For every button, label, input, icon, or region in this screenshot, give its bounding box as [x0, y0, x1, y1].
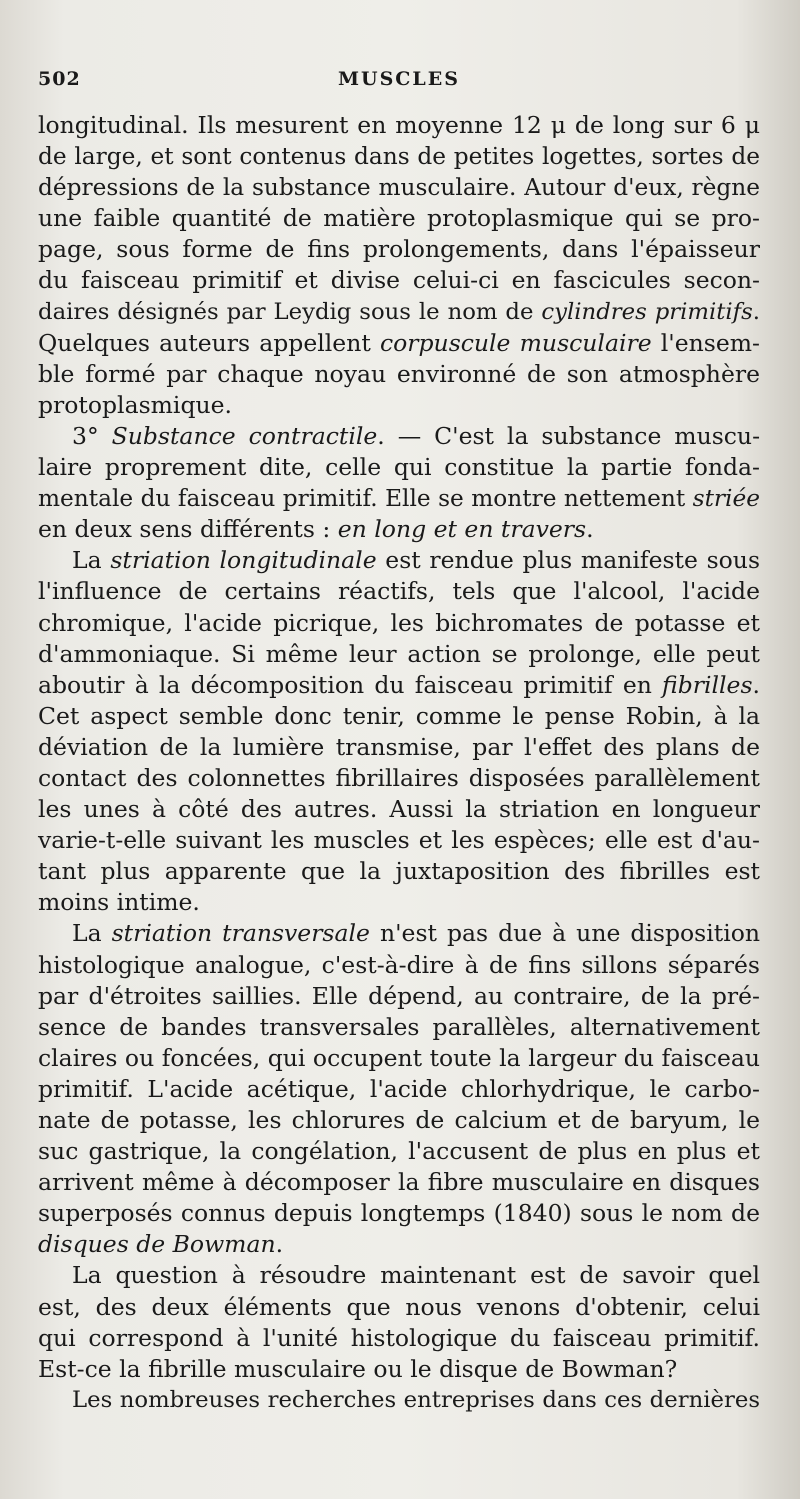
italic-text: disques de Bowman: [38, 1230, 276, 1259]
text-line: primitif. L'acide acétique, l'acide chlorhydrique, le carbo-: [38, 1074, 760, 1103]
text-segment: Quelques auteurs appellent: [38, 328, 380, 357]
text-segment: mentale du faisceau primitif. Elle se montre nettement: [38, 485, 693, 513]
text-segment: daires désignés par Leydig sous le nom de: [38, 298, 542, 325]
text-segment: .: [752, 298, 761, 325]
page-number: 502: [38, 68, 81, 90]
text-segment: 3°: [72, 421, 112, 450]
text-line: contact des colonnettes fibrillaires disposées parallèlement: [38, 763, 760, 792]
text-segment: en deux sens différents :: [38, 515, 338, 544]
text-line: page, sous forme de fins prolongements, dans l'épaisseur: [38, 235, 760, 264]
text-segment: .: [752, 670, 760, 699]
text-line: [38, 483, 760, 514]
text-segment: . — C'est la substance muscu-: [377, 421, 761, 450]
text-line: [38, 670, 760, 701]
italic-text: Substance contractile: [111, 421, 378, 450]
text-line: est, des deux éléments que nous venons d'obtenir, celui: [38, 1292, 760, 1321]
text-line: une faible quantité de matière protoplasmique qui se pro-: [38, 204, 760, 233]
text-line: laire proprement dite, celle qui constitue la partie fonda-: [38, 453, 760, 482]
text-line: par d'étroites saillies. Elle dépend, au contraire, de la pré-: [38, 981, 760, 1010]
italic-text: fibrilles: [662, 670, 753, 699]
text-line: tant plus apparente que la juxtaposition des fibrilles est: [38, 857, 760, 886]
body-text: [38, 110, 760, 1416]
text-line: chromique, l'acide picrique, les bichromates de potasse et: [38, 608, 760, 637]
text-line: nate de potasse, les chlorures de calcium et de baryum, le: [38, 1106, 760, 1134]
text-line: histologique analogue, c'est-à-dire à de fins sillons séparés: [38, 950, 760, 979]
text-line: ble formé par chaque noyau environné de son atmosphère: [38, 359, 760, 388]
text-segment: est rendue plus manifeste sous: [376, 546, 760, 575]
text-line: [38, 918, 760, 949]
text-segment: .: [275, 1230, 284, 1259]
text-segment: La: [72, 919, 112, 948]
text-line: Les nombreuses recherches entreprises dans ces dernières: [72, 1386, 760, 1413]
text-line: Est-ce la fibrille musculaire ou le disque de Bowman?: [38, 1354, 678, 1383]
running-head: MUSCLES: [337, 68, 460, 90]
page-header: [38, 68, 760, 98]
text-segment: .: [586, 515, 594, 544]
italic-text: cylindres primitifs: [541, 298, 753, 325]
text-line: de large, et sont contenus dans de petites logettes, sortes de: [38, 143, 760, 171]
text-line: varie-t-elle suivant les muscles et les espèces; elle est d'au-: [38, 826, 760, 855]
text-segment: n'est pas due à une disposition: [369, 919, 760, 948]
text-line: [38, 421, 760, 452]
text-line: du faisceau primitif et divise celui-ci en fascicules secon-: [38, 266, 760, 295]
text-segment: aboutir à la décomposition du faisceau primitif en: [38, 670, 663, 699]
italic-text: en long et en travers: [337, 515, 587, 544]
text-line: [38, 545, 760, 576]
text-line: sence de bandes transversales parallèles, alternativement: [38, 1012, 760, 1041]
italic-text: corpuscule musculaire: [379, 328, 652, 357]
text-segment: La: [72, 546, 111, 575]
text-line: [38, 514, 760, 545]
text-line: arrivent même à décomposer la fibre musculaire en disques: [38, 1168, 760, 1197]
italic-text: striée: [692, 485, 760, 513]
italic-text: striation longitudinale: [110, 546, 377, 575]
text-line: déviation de la lumière transmise, par l'effet des plans de: [38, 732, 760, 761]
text-line: superposés connus depuis longtemps (1840) sous le nom de: [38, 1199, 760, 1228]
text-line: l'influence de certains réactifs, tels que l'alcool, l'acide: [38, 577, 760, 606]
text-line: moins intime.: [38, 888, 200, 917]
text-line: longitudinal. Ils mesurent en moyenne 12 μ de long sur 6 μ: [38, 111, 760, 139]
text-line: La question à résoudre maintenant est de savoir quel: [72, 1261, 760, 1290]
text-line: [38, 297, 760, 328]
text-line: protoplasmique.: [38, 390, 233, 419]
text-segment: l'ensem-: [651, 328, 760, 357]
text-line: d'ammoniaque. Si même leur action se prolonge, elle peut: [38, 639, 760, 668]
text-line: les unes à côté des autres. Aussi la striation en longueur: [38, 795, 760, 824]
text-line: qui correspond à l'unité histologique du faisceau primitif.: [38, 1323, 760, 1352]
text-line: claires ou foncées, qui occupent toute la largeur du faisceau: [38, 1043, 760, 1072]
text-line: Cet aspect semble donc tenir, comme le pense Robin, à la: [38, 701, 760, 730]
text-line: [38, 1229, 760, 1260]
text-line: suc gastrique, la congélation, l'accusent de plus en plus et: [38, 1137, 760, 1166]
text-line: [38, 328, 760, 359]
text-line: dépressions de la substance musculaire. Autour d'eux, règne: [38, 174, 760, 202]
italic-text: striation transversale: [111, 919, 370, 948]
